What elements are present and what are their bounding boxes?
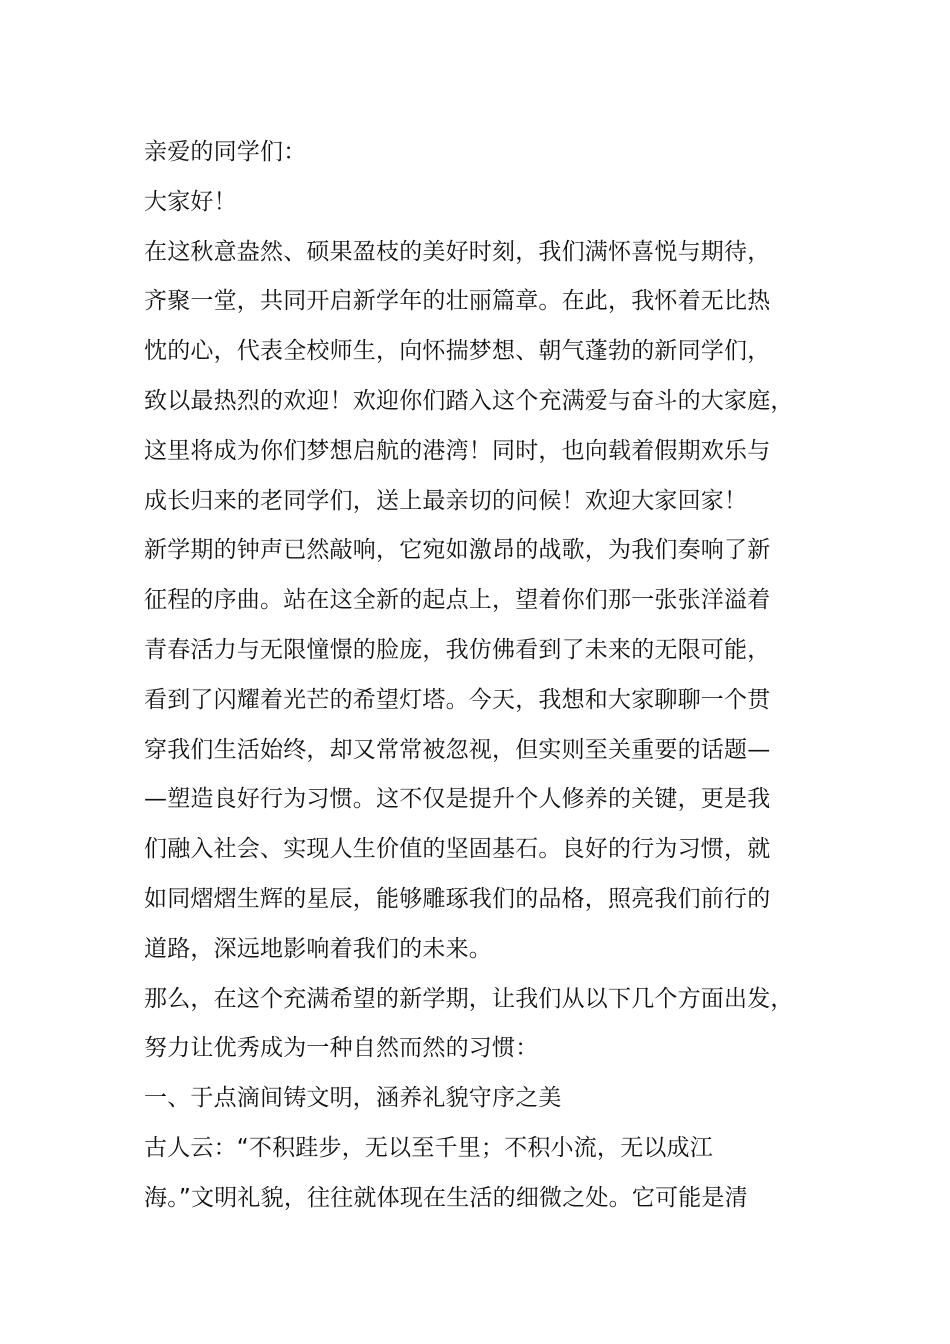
paragraph-line: 在这秋意盎然、硕果盈枝的美好时刻，我们满怀喜悦与期待， [144,238,771,265]
paragraph-line: 海。”文明礼貌，往往就体现在生活的细微之处。它可能是清 [144,1184,748,1211]
paragraph-line: 穿我们生活始终，却又常常被忽视，但实则至关重要的话题— [144,736,771,763]
paragraph-line: 那么，在这个充满希望的新学期，让我们从以下几个方面出发， [144,985,794,1012]
paragraph-line: 这里将成为你们梦想启航的港湾！同时，也向载着假期欢乐与 [144,437,771,464]
paragraph-line: —塑造良好行为习惯。这不仅是提升个人修养的关键，更是我 [144,786,771,813]
salutation: 亲爱的同学们： [144,139,307,165]
paragraph-line: 新学期的钟声已然敲响，它宛如激昂的战歌，为我们奏响了新 [144,537,771,564]
paragraph-line: 们融入社会、实现人生价值的坚固基石。良好的行为习惯，就 [144,836,771,863]
section-heading: 一、于点滴间铸文明，涵养礼貌守序之美 [144,1085,562,1112]
speech-text [144,128,844,1224]
paragraph-line: 成长归来的老同学们，送上最亲切的问候！欢迎大家回家！ [144,487,748,514]
greeting: 大家好！ [144,188,237,215]
paragraph-line: 努力让优秀成为一种自然而然的习惯： [144,1035,539,1062]
paragraph-line: 看到了闪耀着光芒的希望灯塔。今天，我想和大家聊聊一个贯 [144,686,771,713]
paragraph-line: 齐聚一堂，共同开启新学年的壮丽篇章。在此，我怀着无比热 [144,288,771,315]
paragraph-line: 道路，深远地影响着我们的未来。 [144,935,492,962]
paragraph-line: 忱的心，代表全校师生，向怀揣梦想、朝气蓬勃的新同学们， [144,338,771,365]
paragraph-line: 古人云：“不积跬步，无以至千里；不积小流，无以成江 [144,1134,713,1161]
paragraph-line: 致以最热烈的欢迎！欢迎你们踏入这个充满爱与奋斗的大家庭， [144,387,794,414]
paragraph-line: 征程的序曲。站在这全新的起点上，望着你们那一张张洋溢着 [144,587,771,614]
paragraph-line: 如同熠熠生辉的星辰，能够雕琢我们的品格，照亮我们前行的 [144,885,771,912]
paragraph-line: 青春活力与无限憧憬的脸庞，我仿佛看到了未来的无限可能， [144,636,771,663]
